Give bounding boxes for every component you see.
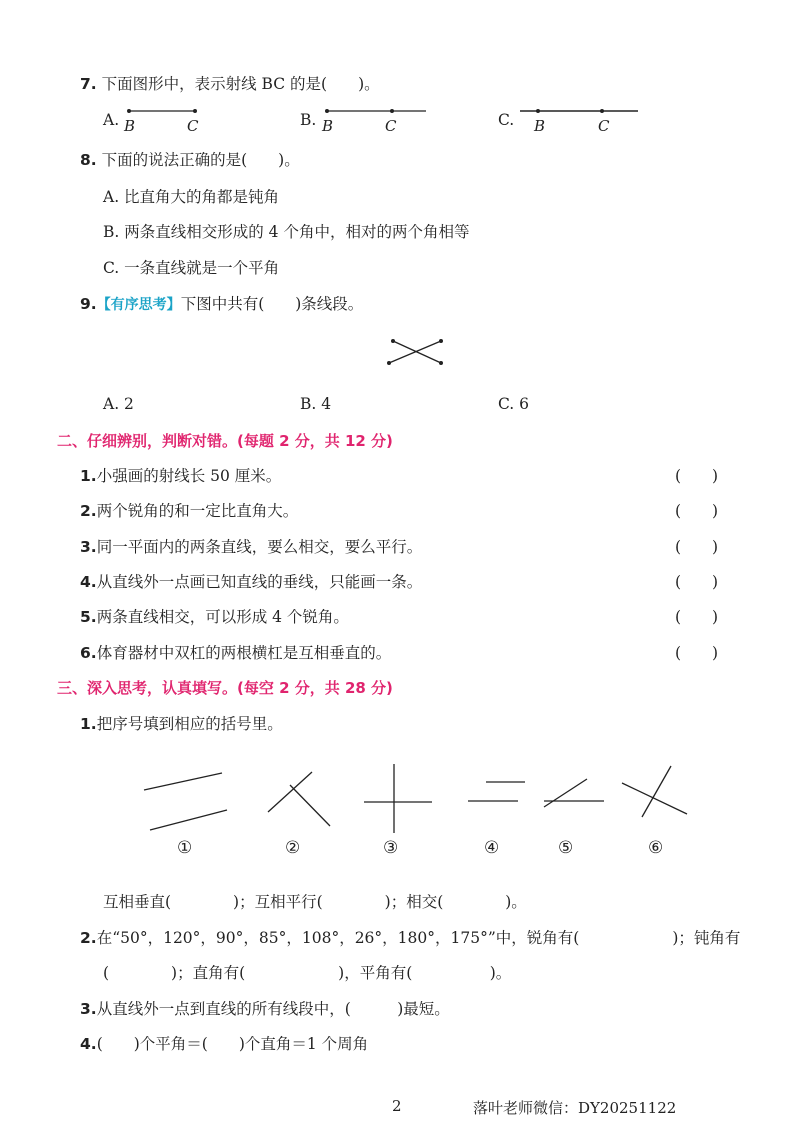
s3-q3-num: 3. xyxy=(80,1000,97,1018)
q8-stem xyxy=(80,148,300,170)
s3-q2-num: 2. xyxy=(80,929,97,947)
q7-option-a-label[interactable]: A. xyxy=(103,111,120,129)
s3-q3-text[interactable]: 从直线外一点到直线的所有线段中，( )最短。 xyxy=(96,1000,450,1018)
figure-4-parallel xyxy=(468,782,525,801)
figure-2-intersect xyxy=(268,772,330,826)
s2-item-3 xyxy=(80,535,422,557)
figure-label-3: ③ xyxy=(383,838,399,858)
s2-item-6-answer[interactable]: ( ) xyxy=(675,644,719,662)
figure-3-perpendicular xyxy=(364,764,432,833)
s3-q4-num: 4. xyxy=(80,1035,97,1053)
s3-q1-answer-line[interactable]: 互相垂直( )；互相平行( )；相交( )。 xyxy=(103,893,527,911)
s2-item-2-text: 两个锐角的和一定比直角大。 xyxy=(96,502,299,520)
s2-item-4-text: 从直线外一点画已知直线的垂线，只能画一条。 xyxy=(96,573,423,591)
q7-a-point-c: C xyxy=(187,117,199,135)
s2-item-2 xyxy=(80,499,298,521)
q8-option-a[interactable]: A. 比直角大的角都是钝角 xyxy=(103,188,280,206)
s2-item-4-num: 4. xyxy=(80,573,97,591)
q9-number: 9. xyxy=(80,295,97,313)
s2-item-6 xyxy=(80,641,391,663)
s2-item-1-num: 1. xyxy=(80,467,97,485)
q9-text: 下图中共有( )条线段。 xyxy=(180,295,364,313)
s2-item-5-text: 两条直线相交，可以形成 4 个锐角。 xyxy=(96,608,349,626)
page-number: 2 xyxy=(392,1097,402,1115)
q9-tag: 【有序思考】 xyxy=(96,297,181,313)
q7-a-point-b: B xyxy=(124,117,136,135)
s3-q3 xyxy=(80,997,450,1019)
s2-item-6-num: 6. xyxy=(80,644,97,662)
s3-q4 xyxy=(80,1032,368,1054)
q8-option-c[interactable]: C. 一条直线就是一个平角 xyxy=(103,259,280,277)
s2-item-3-text: 同一平面内的两条直线，要么相交，要么平行。 xyxy=(96,538,423,556)
figure-label-1: ① xyxy=(177,838,193,858)
section3-title: 三、深入思考，认真填写。(每空 2 分，共 28 分) xyxy=(57,679,393,697)
figure-label-4: ④ xyxy=(484,838,500,858)
q9-option-c[interactable]: C. 6 xyxy=(498,395,530,413)
s2-item-5 xyxy=(80,605,349,627)
s2-item-4-answer[interactable]: ( ) xyxy=(675,573,719,591)
q7-option-b-label[interactable]: B. xyxy=(300,111,317,129)
s3-q1-num: 1. xyxy=(80,715,97,733)
q9-figure xyxy=(385,336,445,368)
q7-c-point-b: B xyxy=(534,117,546,135)
q8-option-b[interactable]: B. 两条直线相交形成的 4 个角中，相对的两个角相等 xyxy=(103,223,470,241)
s3-q2-line1 xyxy=(80,926,740,948)
s3-q1-stem xyxy=(80,712,283,734)
s2-item-2-num: 2. xyxy=(80,502,97,520)
s2-item-4 xyxy=(80,570,422,592)
s3-q2-line2[interactable]: ( )；直角有( )，平角有( )。 xyxy=(103,964,512,982)
q9-stem xyxy=(80,292,363,314)
figure-label-6: ⑥ xyxy=(648,838,664,858)
s2-item-3-answer[interactable]: ( ) xyxy=(675,538,719,556)
q7-stem xyxy=(80,72,380,94)
s3-q2-text1[interactable]: 在“50°，120°，90°，85°，108°，26°，180°，175°”中，锐角有( )；钝角有 xyxy=(96,929,741,947)
q8-text: 下面的说法正确的是( )。 xyxy=(101,151,300,169)
s2-item-3-num: 3. xyxy=(80,538,97,556)
q7-number: 7. xyxy=(80,75,97,93)
q7-b-point-b: B xyxy=(322,117,334,135)
figure-label-2: ② xyxy=(285,838,301,858)
s2-item-2-answer[interactable]: ( ) xyxy=(675,502,719,520)
s2-item-5-answer[interactable]: ( ) xyxy=(675,608,719,626)
s2-item-6-text: 体育器材中双杠的两根横杠是互相垂直的。 xyxy=(96,644,392,662)
q7-option-c-label[interactable]: C. xyxy=(498,111,515,129)
q9-option-b[interactable]: B. 4 xyxy=(300,395,332,413)
footer-wechat: 落叶老师微信：DY20251122 xyxy=(473,1099,677,1117)
s2-item-5-num: 5. xyxy=(80,608,97,626)
figure-label-5: ⑤ xyxy=(558,838,574,858)
s3-q1-text: 把序号填到相应的括号里。 xyxy=(96,715,283,733)
q7-b-point-c: C xyxy=(385,117,397,135)
s3-q4-text[interactable]: ( )个平角＝( )个直角＝1 个周角 xyxy=(96,1035,369,1053)
figure-6-intersect xyxy=(622,766,687,817)
section2-title: 二、仔细辨别，判断对错。(每题 2 分，共 12 分) xyxy=(57,432,393,450)
q7-text: 下面图形中，表示射线 BC 的是( )。 xyxy=(101,75,380,93)
q7-option-b-figure xyxy=(322,104,432,134)
q9-option-a[interactable]: A. 2 xyxy=(103,395,134,413)
line-figures xyxy=(140,760,700,835)
q8-number: 8. xyxy=(80,151,97,169)
figure-1-parallel xyxy=(144,773,227,830)
s2-item-1-answer[interactable]: ( ) xyxy=(675,467,719,485)
s2-item-1 xyxy=(80,464,281,486)
figure-5-intersect xyxy=(544,779,604,807)
q7-c-point-c: C xyxy=(598,117,610,135)
s2-item-1-text: 小强画的射线长 50 厘米。 xyxy=(96,467,282,485)
